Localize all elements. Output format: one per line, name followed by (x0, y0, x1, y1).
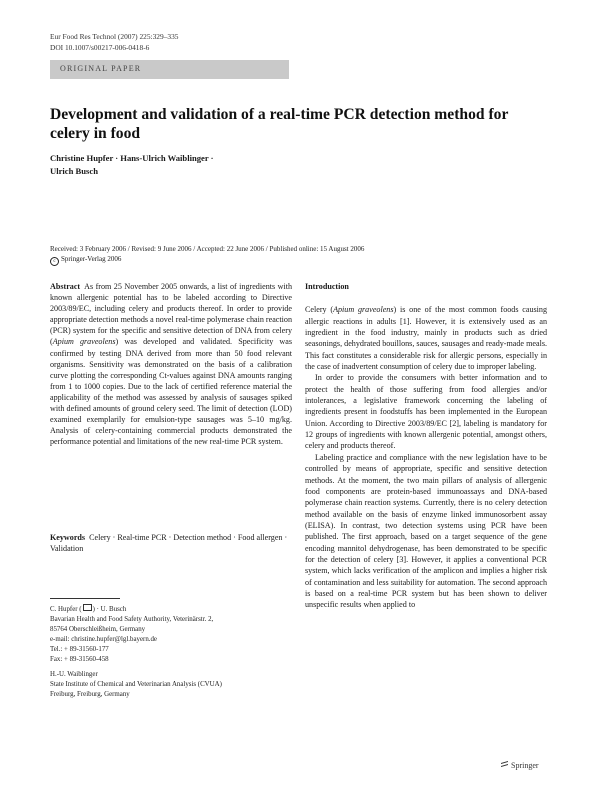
abstract-text-2: ) was developed and validated. Specificity was confirmed by testing DNA derived from more than 50 food relevant organisms. Sensitivity was demonstrated on the basis of a calibration curve plotting the corresponding Ct-values against DNA amounts ranging from 1 to 1000 copies. Due to the lack of certified reference material the applicability of the method was assessed by analysis of sausages spiked with defined amounts of ground celery seed. The limit of detection (LOD) examined exemplarily for emulsion-type sausages was 5–10 mg/kg. Analysis of celery-containing commercial products demonstrated the performance potential and limitations of the new real-time PCR system. (50, 337, 292, 447)
section-label: ORIGINAL PAPER (60, 64, 142, 73)
intro-species: Apium graveolens (333, 305, 394, 315)
abstract (50, 281, 292, 447)
abstract-text-1: As from 25 November 2005 onwards, a list of ingredients with known allergenic potential has to be labeled according to Directive 2003/89/EC, including celery and products thereof. In order to provide appropriate detection methods a novel real-time polymerase chain reaction (PCR) system for the specific and sensitive detection of DNA from celery ( (50, 282, 292, 347)
publication-dates: Received: 3 February 2006 / Revised: 9 June 2006 / Accepted: 22 June 2006 / Published online: 15 August 2006 (50, 245, 365, 253)
copyright-line (50, 254, 121, 266)
affil-line-2: Bavarian Health and Food Safety Authority, Veterinärstr. 2, (50, 615, 214, 623)
affil-line-1a: C. Hupfer ( (50, 606, 82, 613)
keywords (50, 532, 292, 554)
affil-email[interactable]: e-mail: christine.hupfer@lgl.bayern.de (50, 635, 157, 643)
affil-line-3: 85764 Oberschleißheim, Germany (50, 625, 146, 633)
paper-title: Development and validation of a real-time PCR detection method for celery in food (50, 106, 509, 142)
affiliation-divider (50, 598, 120, 599)
journal-meta (50, 31, 178, 53)
springer-logo-icon (500, 760, 509, 769)
copyright-text: Springer-Verlag 2006 (61, 255, 122, 263)
affil-line-1b: ) · U. Busch (92, 606, 127, 613)
journal-citation: Eur Food Res Technol (2007) 225:329–335 (50, 32, 179, 41)
authors-line-2: Ulrich Busch (50, 166, 98, 176)
intro-paragraph-1: Celery (Apium graveolens) is one of the most common foods causing allergic reactions in adults [1]. However, it is extensively used as an ingredient in the food industry, mainly in products such as dried seasonings, dehydrated bouillons, sauces, sausages and ready-made meals. This fact constitutes a considerable risk for allergic persons, especially in the case of inadvertent consumption of celery due to improper labeling. (305, 305, 547, 372)
affil-tel: Tel.: + 89-31560-177 (50, 645, 109, 653)
publisher-name: Springer (511, 761, 539, 770)
affil-line-9: Freiburg, Freiburg, Germany (50, 691, 130, 699)
intro-paragraph-3: Labeling practice and compliance with the new legislation have to be controlled by means of appropriate, specific and sensitive detection methods. At the moment, the two main pillars of analysis of allergenic food components are protein-based immunoassays and DNA-based polymerase chain reaction systems. Currently, there is no celery detection method available on the basis of enzyme linked immunosorbent assay (ELISA). In contrast, two detection systems using PCR have been published. The first approach, based on a target sequence of the gene encoding mannitol dehydrogenase, has been demonstrated to be specific for the detection of celery [3]. However, it applies a conventional PCR system, which lacks verification of the amplicon and implies a higher risk of contamination and less suitability for automation. The second approach is based on a real-time PCR system but has been shown to deliver unspecific results when applied to (305, 452, 547, 610)
abstract-species: Apium graveolens (52, 337, 116, 347)
introduction-heading: Introduction (305, 282, 349, 291)
keywords-text: Celery · Real-time PCR · Detection method · Food allergen · Validation (50, 533, 288, 554)
copyright-icon: c (50, 257, 59, 266)
envelope-icon (83, 604, 92, 611)
affil-line-8: State Institute of Chemical and Veterinarian Analysis (CVUA) (50, 681, 222, 689)
abstract-heading: Abstract (50, 282, 81, 291)
section-banner (50, 60, 289, 79)
keywords-heading: Keywords (50, 533, 86, 542)
affil-fax: Fax: + 89-31560-458 (50, 655, 109, 663)
intro-paragraph-2: In order to provide the consumers with better information and to protect the health of those suffering from food allergies and/or intolerances, a legislative framework concerning the labeling of ingredients present in foodstuffs has been implemented in the European Union. According to Directive 2003/89/EC [2], labeling is mandatory for 12 groups of ingredients with known allergenic potential, amongst others, celery and products thereof. (305, 373, 547, 451)
introduction (305, 281, 547, 611)
affiliations (50, 604, 292, 700)
authors-line-1: Christine Hupfer · Hans-Ulrich Waiblinger · (50, 153, 214, 163)
affil-line-7: H.-U. Waiblinger (50, 671, 98, 679)
doi: DOI 10.1007/s00217-006-0418-6 (50, 43, 150, 52)
publisher-footer (500, 760, 539, 770)
author-list (50, 152, 350, 178)
